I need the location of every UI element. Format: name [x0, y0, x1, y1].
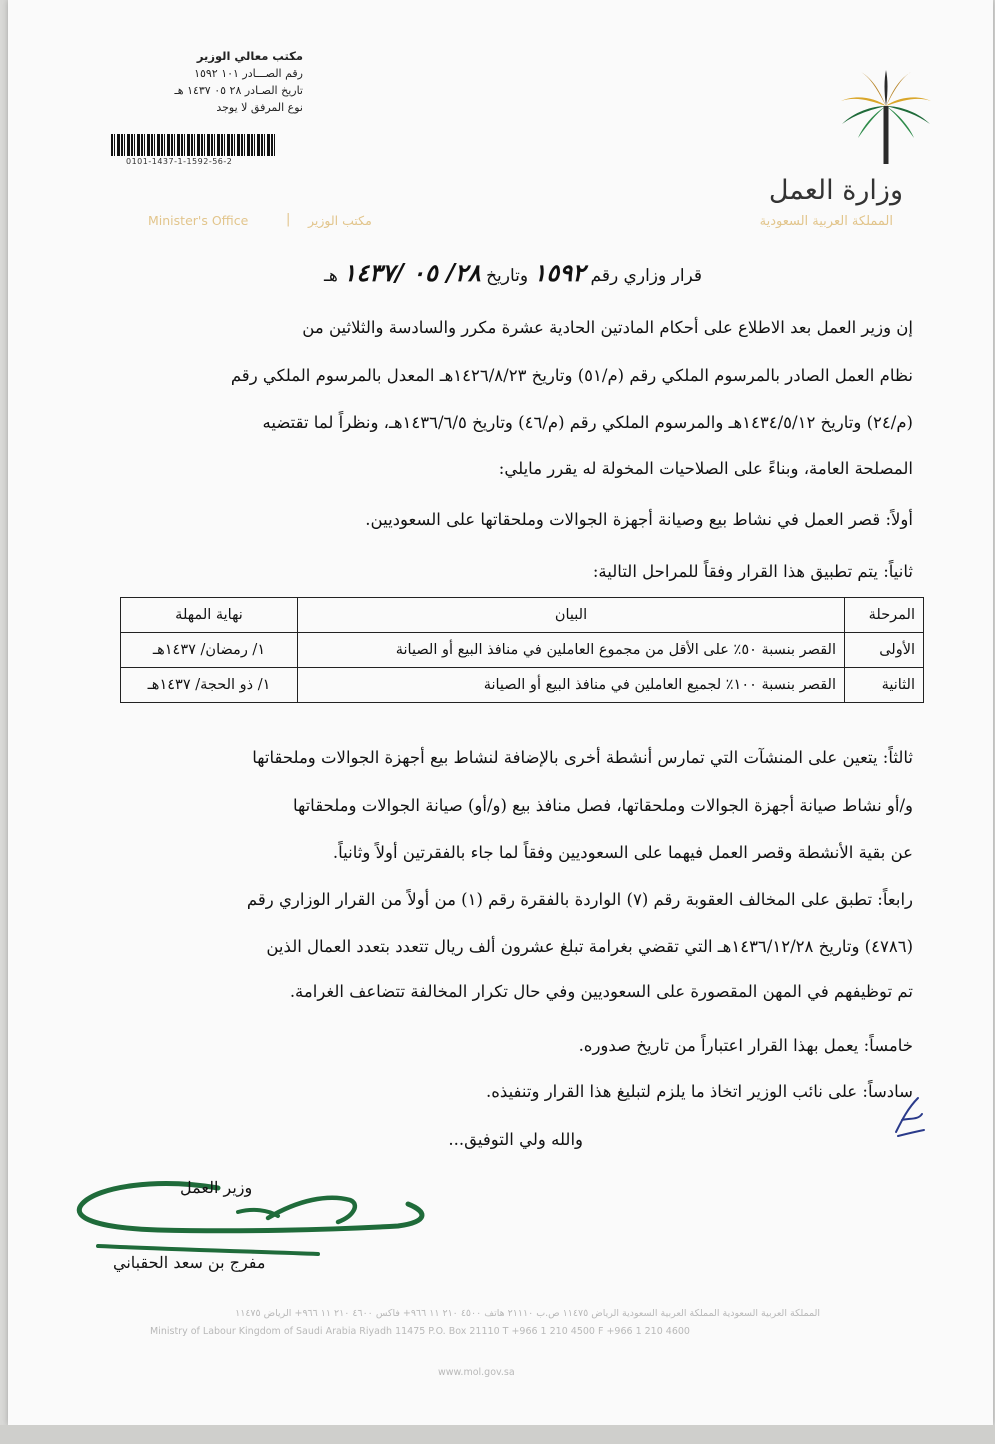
footer-website: www.mol.gov.sa	[438, 1367, 515, 1378]
closing-line: والله ولي التوفيق...	[448, 1130, 583, 1149]
issue-date: تاريخ الصـادر ٢٨ ٠٥ ١٤٣٧ هـ	[174, 84, 303, 97]
decision-date-prefix: وتاريخ	[486, 266, 529, 286]
table-row	[121, 633, 924, 668]
barcode-number: 0101-1437-1-1592-56-2	[126, 157, 233, 166]
header-statement: البيان	[298, 598, 845, 633]
kingdom-name: المملكة العربية السعودية	[759, 214, 893, 229]
office-label-ar: مكتب الوزير	[308, 213, 372, 228]
clause-fourth-line-2: (٤٧٨٦) وتاريخ ١٤٣٦/١٢/٢٨هـ التي تقضي بغرامة تبلغ عشرون ألف ريال تتعدد بتعدد العمال الذين	[266, 937, 913, 956]
initials-mark	[888, 1090, 930, 1140]
table-header-row	[121, 598, 924, 633]
signatory-name: مفرج بن سعد الحقباني	[113, 1253, 266, 1272]
intro-line-4: المصلحة العامة، وبناءً على الصلاحيات المخولة له يقرر مايلي:	[498, 459, 913, 478]
footer-english: Ministry of Labour Kingdom of Saudi Arabia Riyadh 11475 P.O. Box 21110 T +966 1 210 4500 F +966 1 210 4600	[150, 1326, 690, 1337]
cell-deadline: ١/ رمضان/ ١٤٣٧هـ	[121, 633, 298, 668]
background-strip	[0, 1425, 995, 1444]
clause-second: ثانياً: يتم تطبيق هذا القرار وفقاً للمراحل التالية:	[592, 562, 913, 581]
cell-stage: الأولى	[845, 633, 924, 668]
clause-first: أولاً: قصر العمل في نشاط بيع وصيانة أجهزة الجوالات وملحقاتها على السعوديين.	[365, 510, 913, 529]
cell-statement: القصر بنسبة ٥٠٪ على الأقل من مجموع العاملين في منافذ البيع أو الصيانة	[298, 633, 845, 668]
decision-suffix: هـ	[323, 266, 338, 286]
palm-logo-icon	[828, 68, 943, 168]
clause-third-line-1: ثالثاً: يتعين على المنشآت التي تمارس أنشطة أخرى بالإضافة لنشاط بيع أجهزة الجوالات وملحقاتها	[252, 748, 913, 767]
decision-date: ٢٨/ ٠٥ /١٤٣٧	[343, 258, 481, 287]
clause-third-line-2: و/أو نشاط صيانة أجهزة الجوالات وملحقاتها، فصل منافذ بيع (و/أو) صيانة الجوالات وملحقاتها	[292, 796, 913, 815]
decision-heading	[298, 258, 728, 287]
cell-deadline: ١/ ذو الحجة/ ١٤٣٧هـ	[121, 668, 298, 703]
clause-fourth-line-1: رابعاً: تطبق على المخالف العقوبة رقم (٧) الواردة بالفقرة رقم (١) من أولاً من القرار الوزاري رقم	[246, 890, 913, 909]
cell-statement: القصر بنسبة ١٠٠٪ لجميع العاملين في منافذ البيع أو الصيانة	[298, 668, 845, 703]
stages-table	[120, 597, 924, 703]
clause-sixth: سادساً: على نائب الوزير اتخاذ ما يلزم لتبليغ هذا القرار وتنفيذه.	[486, 1082, 913, 1101]
footer-arabic: المملكة العربية السعودية المملكة العربية السعودية الرياض ١١٤٧٥ ص.ب ٢١١١٠ هاتف ٤٥٠٠ ٢١٠ ١١ ٩٦٦+ فاكس ٤٦٠٠ ٢١٠ ١١ ٩٦٦+ الرياض ١١٤٧٥	[235, 1308, 820, 1319]
intro-line-1: إن وزير العمل بعد الاطلاع على أحكام المادتين الحادية عشرة مكرر والسادسة والثلاثين من	[302, 318, 913, 337]
clause-third-line-3: عن بقية الأنشطة وقصر العمل فيهما على السعوديين وفقاً لما جاء بالفقرتين أولاً وثانياً.	[332, 843, 913, 862]
table-row	[121, 668, 924, 703]
barcode	[111, 134, 276, 156]
header-deadline: نهاية المهلة	[121, 598, 298, 633]
ref-number: رقم الصـــادر ١٠١ ١٥٩٢	[194, 67, 303, 80]
office-label-en: Minister's Office	[148, 213, 249, 228]
clause-fifth: خامساً: يعمل بهذا القرار اعتباراً من تاريخ صدوره.	[578, 1036, 913, 1055]
clause-fourth-line-3: تم توظيفهم في المهن المقصورة على السعوديين وفي حال تكرار المخالفة تتضاعف الغرامة.	[289, 982, 913, 1001]
intro-line-2: نظام العمل الصادر بالمرسوم الملكي رقم (م/٥١) وتاريخ ١٤٢٦/٨/٢٣هـ المعدل بالمرسوم الملكي رقم	[230, 366, 913, 385]
document-page	[8, 0, 993, 1425]
decision-prefix: قرار وزاري رقم	[590, 266, 703, 286]
attachment-type: نوع المرفق لا يوجد	[216, 101, 303, 114]
ministry-name: وزارة العمل	[768, 175, 903, 206]
header-stage: المرحلة	[845, 598, 924, 633]
decision-number: ١٥٩٢	[533, 258, 586, 287]
office-info	[103, 48, 303, 116]
office-separator: |	[286, 212, 291, 227]
signatory-title: وزير العمل	[180, 1178, 253, 1197]
intro-line-3: (م/٢٤) وتاريخ ١٤٣٤/٥/١٢هـ والمرسوم الملكي رقم (م/٤٦) وتاريخ ١٤٣٦/٦/٥هـ، ونظراً لما تقتضيه	[262, 413, 913, 432]
office-title: مكتب معالي الوزير	[196, 49, 303, 63]
cell-stage: الثانية	[845, 668, 924, 703]
